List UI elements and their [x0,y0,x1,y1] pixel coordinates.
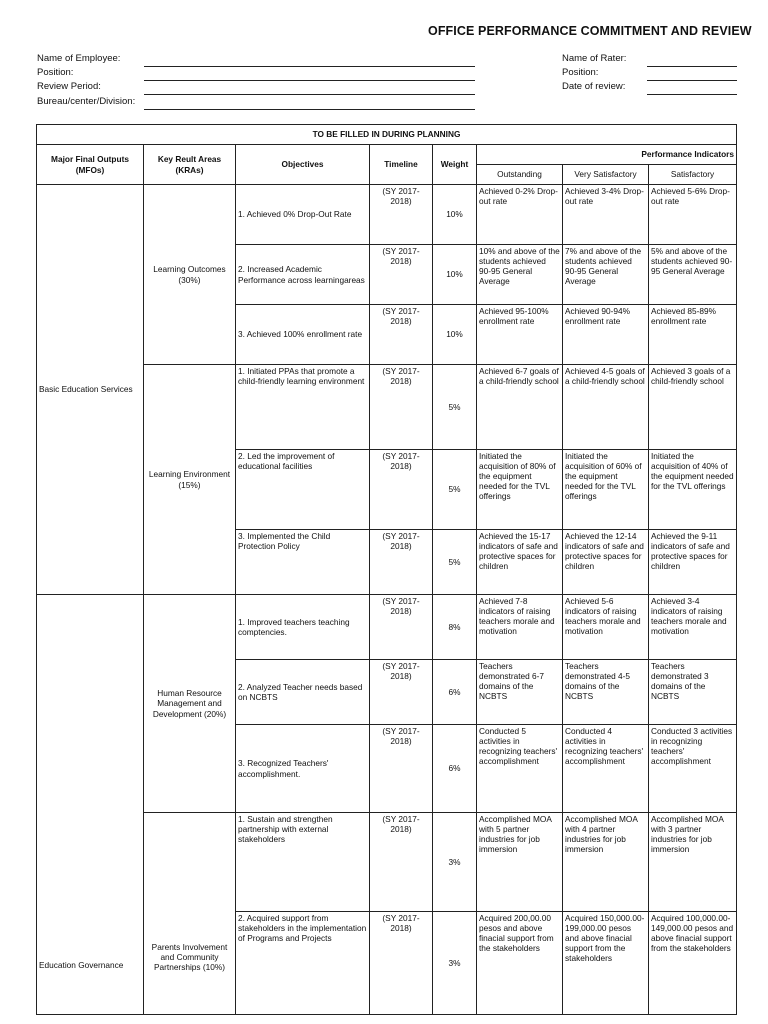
header-performance-indicators: Performance Indicators [477,145,737,165]
very-satisfactory-cell: 7% and above of the students achieved 90-95 General Average [563,245,649,305]
outstanding-cell: Achieved the 15-17 indicators of safe and protective spaces for children [477,530,563,595]
outstanding-cell: Achieved 0-2% Drop-out rate [477,185,563,245]
timeline-cell: (SY 2017-2018) [370,813,433,912]
objective-cell: 1. Improved teachers teaching comptencies. [236,595,370,660]
mfo-cell: Basic Education Services [37,185,144,595]
satisfactory-cell: Achieved 5-6% Drop-out rate [649,185,737,245]
kra-cell: Human Resource Management and Development (20%) [144,595,236,813]
objective-cell: 2. Analyzed Teacher needs based on NCBTS [236,660,370,725]
objective-cell: 1. Achieved 0% Drop-Out Rate [236,185,370,245]
header-weight: Weight [433,145,477,185]
weight-cell: 3% [433,912,477,1015]
satisfactory-cell: Accomplished MOA with 3 partner industries for job immersion [649,813,737,912]
timeline-cell: (SY 2017-2018) [370,365,433,450]
weight-cell: 6% [433,725,477,813]
timeline-cell: (SY 2017-2018) [370,185,433,245]
very-satisfactory-cell: Accomplished MOA with 4 partner industries for job immersion [563,813,649,912]
very-satisfactory-cell: Achieved 5-6 indicators of raising teachers morale and motivation [563,595,649,660]
header-objectives: Objectives [236,145,370,185]
weight-cell: 10% [433,305,477,365]
satisfactory-cell: 5% and above of the students achieved 90-95 General Average [649,245,737,305]
objective-cell: 2. Increased Academic Performance across learningareas [236,245,370,305]
outstanding-cell: Achieved 6-7 goals of a child-friendly school [477,365,563,450]
weight-cell: 5% [433,530,477,595]
name-of-rater-label: Name of Rater: [562,53,627,64]
outstanding-cell: Initiated the acquisition of 80% of the equipment needed for the TVL offerings [477,450,563,530]
table-row [37,595,737,660]
name-of-employee-field[interactable] [144,66,475,67]
planning-header: TO BE FILLED IN DURING PLANNING [37,125,737,145]
weight-cell: 5% [433,450,477,530]
objective-cell: 2. Led the improvement of educational facilities [236,450,370,530]
very-satisfactory-cell: Achieved the 12-14 indicators of safe and protective spaces for children [563,530,649,595]
timeline-cell: (SY 2017-2018) [370,725,433,813]
satisfactory-cell: Initiated the acquisition of 40% of the equipment needed for the TVL offerings [649,450,737,530]
bureau-label: Bureau/center/Division: [37,96,136,107]
weight-cell: 3% [433,813,477,912]
outstanding-cell: Teachers demonstrated 6-7 domains of the NCBTS [477,660,563,725]
objective-cell: 1. Initiated PPAs that promote a child-friendly learning environment [236,365,370,450]
weight-cell: 10% [433,245,477,305]
header-very-satisfactory: Very Satisfactory [563,165,649,185]
outstanding-cell: Achieved 7-8 indicators of raising teachers morale and motivation [477,595,563,660]
kra-cell: Parents Involvement and Community Partnerships (10%) [144,813,236,1015]
satisfactory-cell: Achieved 85-89% enrollment rate [649,305,737,365]
outstanding-cell: Acquired 200,00.00 pesos and above finacial support from the stakeholders [477,912,563,1015]
satisfactory-cell: Conducted 3 activities in recognizing teachers' accomplishment [649,725,737,813]
very-satisfactory-cell: Initiated the acquisition of 60% of the equipment needed for the TVL offerings [563,450,649,530]
weight-cell: 5% [433,365,477,450]
timeline-cell: (SY 2017-2018) [370,530,433,595]
objective-cell: 2. Acquired support from stakeholders in the implementation of Programs and Projects [236,912,370,1015]
name-of-employee-label: Name of Employee: [37,53,121,64]
very-satisfactory-cell: Teachers demonstrated 4-5 domains of the NCBTS [563,660,649,725]
very-satisfactory-cell: Achieved 3-4% Drop-out rate [563,185,649,245]
very-satisfactory-cell: Acquired 150,000.00-199,000.00 pesos and above finacial support from the stakeholders [563,912,649,1015]
header-mfo: Major Final Outputs (MFOs) [37,145,144,185]
date-of-review-label: Date of review: [562,81,626,92]
objective-cell: 1. Sustain and strengthen partnership with external stakeholders [236,813,370,912]
outstanding-cell: Accomplished MOA with 5 partner industries for job immersion [477,813,563,912]
header-timeline: Timeline [370,145,433,185]
rater-position-label: Position: [562,67,599,78]
weight-cell: 6% [433,660,477,725]
satisfactory-cell: Achieved the 9-11 indicators of safe and protective spaces for children [649,530,737,595]
satisfactory-cell: Teachers demonstrated 3 domains of the NCBTS [649,660,737,725]
timeline-cell: (SY 2017-2018) [370,595,433,660]
performance-table [36,124,737,1015]
objective-cell: 3. Achieved 100% enrollment rate [236,305,370,365]
review-period-label: Review Period: [37,81,101,92]
very-satisfactory-cell: Conducted 4 activities in recognizing teachers' accomplishment [563,725,649,813]
timeline-cell: (SY 2017-2018) [370,245,433,305]
very-satisfactory-cell: Achieved 90-94% enrollment rate [563,305,649,365]
date-of-review-field[interactable] [647,94,737,95]
position-label: Position: [37,67,74,78]
objective-cell: 3. Recognized Teachers' accomplishment. [236,725,370,813]
very-satisfactory-cell: Achieved 4-5 goals of a child-friendly school [563,365,649,450]
header-outstanding: Outstanding [477,165,563,185]
weight-cell: 8% [433,595,477,660]
objective-cell: 3. Implemented the Child Protection Policy [236,530,370,595]
review-period-field[interactable] [144,94,475,95]
kra-cell: Learning Outcomes (30%) [144,185,236,365]
timeline-cell: (SY 2017-2018) [370,450,433,530]
outstanding-cell: Achieved 95-100% enrollment rate [477,305,563,365]
timeline-cell: (SY 2017-2018) [370,305,433,365]
page-title: OFFICE PERFORMANCE COMMITMENT AND REVIEW [428,24,752,38]
table-row [37,185,737,245]
weight-cell: 10% [433,185,477,245]
satisfactory-cell: Acquired 100,000.00-149,000.00 pesos and above finacial support from the stakeholders [649,912,737,1015]
timeline-cell: (SY 2017-2018) [370,660,433,725]
timeline-cell: (SY 2017-2018) [370,912,433,1015]
bureau-field[interactable] [144,109,475,110]
header-kra: Key Reult Areas (KRAs) [144,145,236,185]
rater-position-field[interactable] [647,80,737,81]
outstanding-cell: Conducted 5 activities in recognizing teachers' accomplishment [477,725,563,813]
mfo-cell: Education Governance [37,595,144,1015]
position-field[interactable] [144,80,475,81]
outstanding-cell: 10% and above of the students achieved 90-95 General Average [477,245,563,305]
satisfactory-cell: Achieved 3 goals of a child-friendly school [649,365,737,450]
name-of-rater-field[interactable] [647,66,737,67]
kra-cell: Learning Environment (15%) [144,365,236,595]
header-satisfactory: Satisfactory [649,165,737,185]
satisfactory-cell: Achieved 3-4 indicators of raising teachers morale and motivation [649,595,737,660]
